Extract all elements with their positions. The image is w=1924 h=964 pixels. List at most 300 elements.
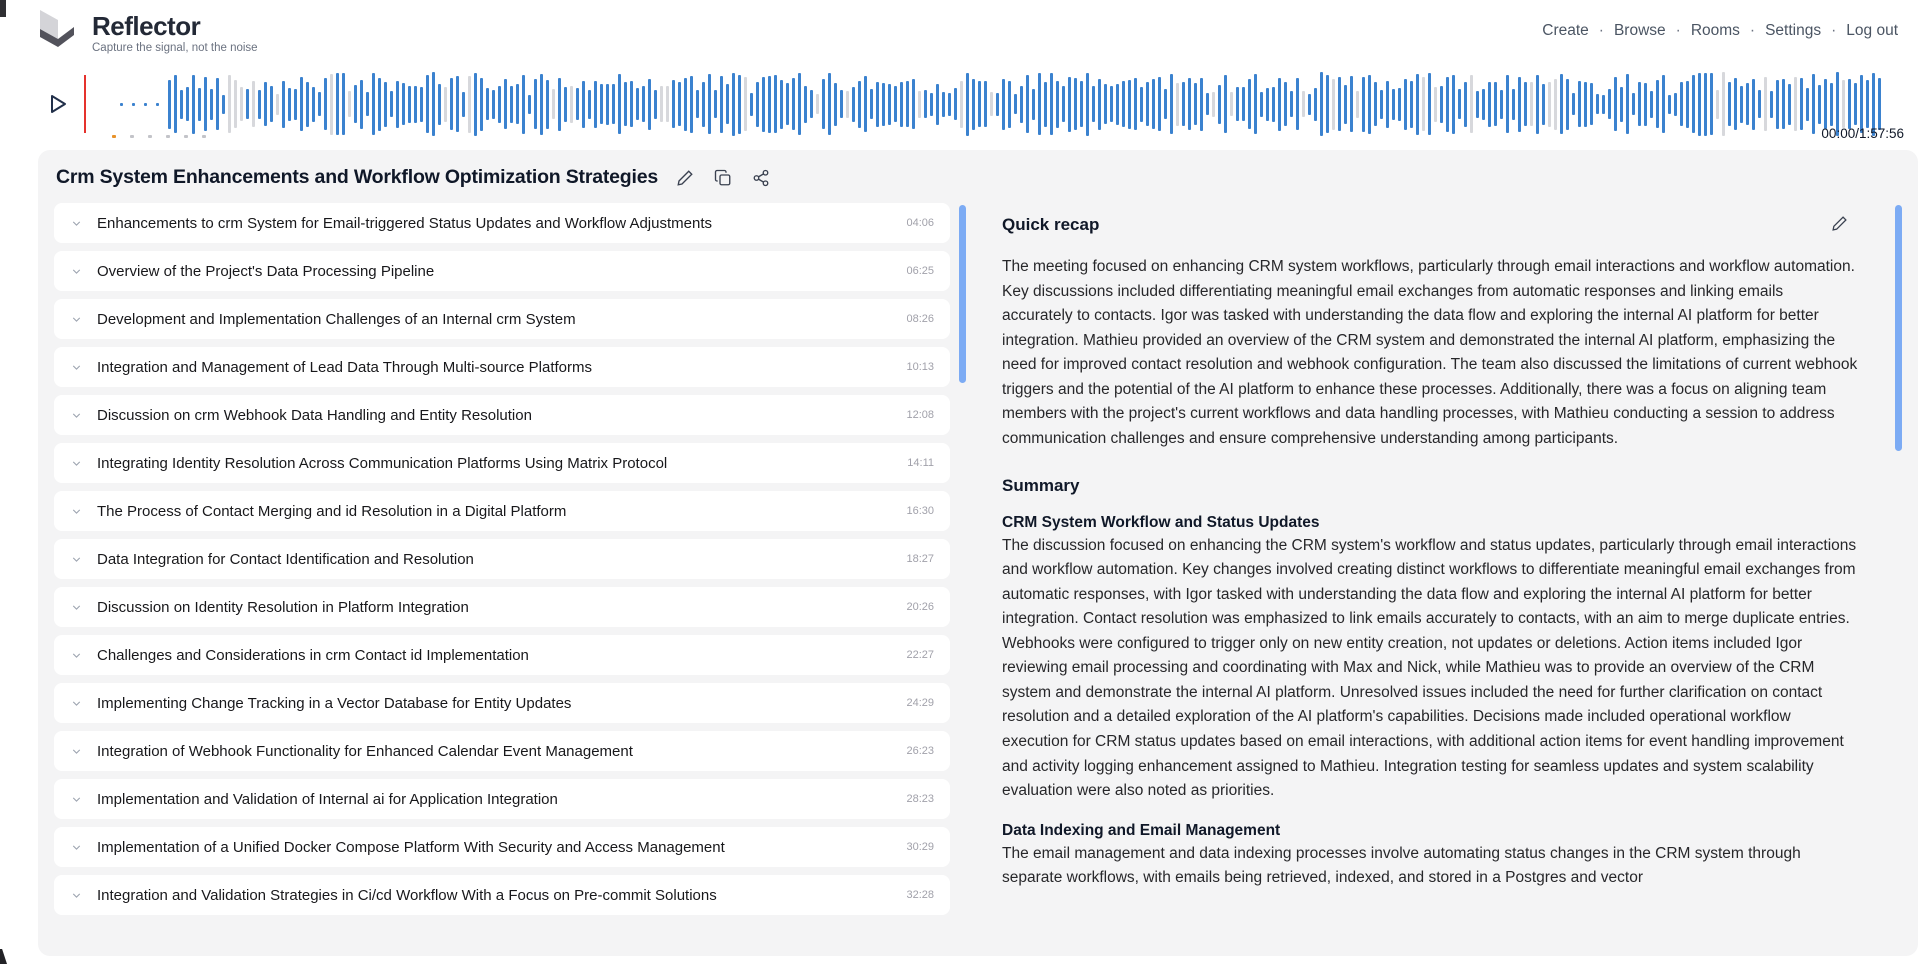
waveform-bar (1248, 79, 1251, 129)
waveform-bar (312, 87, 315, 122)
waveform-bar (504, 79, 507, 129)
waveform-bar (966, 73, 969, 136)
waveform-bar (1788, 84, 1791, 125)
waveform-bar (402, 83, 405, 125)
waveform-bar (1758, 90, 1761, 118)
waveform-bar (1824, 79, 1827, 129)
waveform-bar (594, 81, 597, 128)
waveform-bar (1800, 78, 1803, 130)
waveform-bar (354, 85, 357, 123)
topic-row[interactable] (54, 827, 950, 867)
topic-row[interactable] (54, 875, 950, 915)
waveform-bar (1686, 81, 1689, 128)
waveform-bar (522, 75, 525, 134)
waveform-bar (1338, 77, 1341, 131)
topic-timestamp: 12:08 (906, 409, 934, 421)
topic-label: The Process of Contact Merging and id Resolution in a Digital Platform (97, 502, 567, 520)
waveform-bar (438, 84, 441, 125)
waveform-bar (990, 92, 993, 116)
topic-timestamp: 04:06 (906, 217, 934, 229)
waveform-bar (1704, 73, 1707, 136)
waveform-bar (414, 86, 417, 123)
waveform-bar (1620, 87, 1623, 122)
waveform-bar (1554, 79, 1557, 130)
waveform-bar (840, 90, 843, 118)
edit-title-button[interactable] (674, 167, 696, 189)
edit-summary-button[interactable] (1829, 213, 1850, 234)
brand[interactable] (34, 8, 258, 58)
waveform-bar (588, 90, 591, 119)
waveform-bar (1110, 86, 1113, 122)
summary-panel (992, 203, 1902, 929)
waveform-bar (420, 87, 423, 122)
waveform-bar (1296, 78, 1299, 130)
chapter-markers (112, 135, 206, 139)
waveform-bar (1356, 91, 1359, 118)
waveform-bar (1074, 78, 1077, 130)
waveform-bar (234, 80, 237, 128)
waveform-bar (666, 86, 669, 122)
waveform-bar (186, 87, 189, 121)
main-nav (1542, 22, 1898, 40)
waveform-bar (558, 78, 561, 131)
waveform-bar (396, 81, 399, 128)
waveform-bar (1530, 82, 1533, 126)
waveform-bar (678, 82, 681, 126)
chapter-marker-icon (184, 135, 188, 138)
waveform-bar (132, 103, 135, 106)
topic-row[interactable] (54, 395, 950, 435)
topic-timestamp: 10:13 (906, 361, 934, 373)
waveform-bar (942, 92, 945, 117)
waveform-bar (228, 75, 231, 133)
waveform-bar (1362, 77, 1365, 132)
topic-timestamp: 22:27 (906, 649, 934, 661)
waveform-bar (726, 84, 729, 124)
waveform-bar (1542, 84, 1545, 125)
waveform-bar (1512, 89, 1515, 120)
waveform-bar (846, 91, 849, 118)
nav-item-rooms[interactable]: Rooms (1690, 22, 1740, 39)
waveform-bar (1740, 86, 1743, 123)
waveform-bar (180, 90, 183, 119)
waveform-bar (1152, 79, 1155, 129)
waveform-bar (1698, 73, 1701, 136)
waveform-bar (1140, 87, 1143, 122)
topic-timestamp: 20:26 (906, 601, 934, 613)
topic-label: Integration and Management of Lead Data Through Multi-source Platforms (97, 358, 592, 376)
waveform-bar (468, 76, 471, 133)
nav-item-browse[interactable]: Browse (1613, 22, 1666, 39)
waveform-bar (1566, 79, 1569, 130)
waveform-bar (450, 78, 453, 130)
chevron-down-icon[interactable] (70, 793, 83, 806)
nav-item-create[interactable]: Create (1542, 22, 1589, 39)
waveform-bar (1794, 77, 1797, 131)
waveform-bar (1602, 95, 1605, 114)
waveform-bar (516, 84, 519, 124)
chevron-down-icon[interactable] (70, 553, 83, 566)
waveform-bar (336, 73, 339, 135)
waveform-bar (1056, 81, 1059, 128)
waveform-bar (270, 86, 273, 122)
share-button[interactable] (750, 167, 772, 189)
waveform-bar (258, 90, 261, 119)
waveform-bar (288, 88, 291, 121)
nav-separator: · (1749, 22, 1756, 39)
audio-player (44, 68, 1906, 140)
chevron-down-icon[interactable] (70, 745, 83, 758)
topic-label: Discussion on crm Webhook Data Handling and Entity Resolution (97, 406, 532, 424)
waveform-bar (480, 78, 483, 131)
waveform-bar (1266, 88, 1269, 121)
waveform-bar (360, 80, 363, 129)
app-title: Reflector (92, 11, 201, 42)
nav-item-settings[interactable]: Settings (1765, 22, 1822, 39)
waveform-bar (426, 75, 429, 133)
waveform-bar (1860, 75, 1863, 133)
edit-icon (1831, 215, 1848, 232)
waveform-bar (1404, 79, 1407, 130)
waveform-bar (252, 81, 255, 127)
waveform-bar (1434, 87, 1437, 122)
topic-timestamp: 24:29 (906, 697, 934, 709)
chapter-marker-icon (166, 135, 170, 138)
waveform-bar (912, 79, 915, 129)
waveform-bar (1278, 78, 1281, 131)
waveform-bar (462, 92, 465, 117)
waveform-bar (1020, 86, 1023, 123)
summary-section-heading: Data Indexing and Email Management (1002, 821, 1281, 839)
waveform-bar (1440, 86, 1443, 123)
waveform-bar (1212, 92, 1215, 117)
waveform-bar (1458, 89, 1461, 119)
chevron-down-icon[interactable] (70, 601, 83, 614)
waveform-bar (1842, 80, 1845, 128)
nav-item-log-out[interactable]: Log out (1846, 22, 1898, 39)
waveform-bar (684, 78, 687, 131)
waveform-bar (996, 93, 999, 116)
topic-row[interactable] (54, 779, 950, 819)
waveform-bar (1008, 81, 1011, 128)
waveform-bar (1722, 72, 1725, 136)
topics-scrollbar[interactable] (959, 205, 966, 383)
waveform-bar (306, 82, 309, 127)
waveform-bar (648, 79, 651, 130)
topic-label: Integration and Validation Strategies in Ci/cd Workflow With a Focus on Pre-commit Solutions (97, 886, 717, 904)
waveform-bar (1560, 74, 1563, 134)
summary-section (1002, 514, 1858, 804)
waveform-bar (1830, 83, 1833, 126)
topic-row[interactable] (54, 347, 950, 387)
waveform-bar (888, 84, 891, 125)
waveform-bar (1320, 72, 1323, 136)
waveform-bar (1230, 92, 1233, 116)
waveform-bar (918, 91, 921, 118)
edit-icon (676, 169, 694, 187)
waveform-bar (864, 76, 867, 132)
waveform-bar (1644, 83, 1647, 126)
waveform-bar (144, 103, 147, 106)
chevron-down-icon[interactable] (70, 217, 83, 230)
topic-row[interactable] (54, 539, 950, 579)
waveform-bar (954, 88, 957, 120)
waveform-bar (1164, 89, 1167, 119)
play-button[interactable] (44, 90, 72, 118)
waveform-bar (474, 73, 477, 136)
play-icon (50, 94, 67, 114)
waveform-bar (1866, 80, 1869, 128)
waveform-bar (630, 81, 633, 127)
summary-section-text: The email management and data indexing processes involve automating status changes in the CRM system through separate workflows, with emails being retrieved, indexed, and stored in a Postgres and vector (1002, 844, 1801, 887)
waveform-bar (1410, 81, 1413, 128)
waveform-bar (1716, 90, 1719, 119)
waveform-bar (1494, 82, 1497, 126)
chevron-down-icon[interactable] (70, 361, 83, 374)
waveform-bar (156, 103, 159, 106)
waveform-bar (1746, 83, 1749, 125)
nav-separator: · (1675, 22, 1681, 39)
waveform-bar (1878, 78, 1881, 130)
waveform-bar (1236, 87, 1239, 121)
topic-row[interactable] (54, 587, 950, 627)
topic-row[interactable] (54, 731, 950, 771)
topic-row[interactable] (54, 299, 950, 339)
chevron-down-icon[interactable] (70, 265, 83, 278)
chevron-down-icon[interactable] (70, 457, 83, 470)
quick-recap-text: The meeting focused on enhancing CRM system workflows, particularly through email interactions and workflow automation. Key discussions included differentiating meaningful email exchanges from automatic responses and linking emails accurately to contacts. Igor was tasked with understanding the data flow and exploring the internal AI platform for better integration. Mathieu provided an overview of the CRM system and demonstrated the internal AI platform, emphasizing the need for improved contact resolution and webhook configuration. The team also discussed the limitations of current webhook triggers and the potential of the AI platform to enhance these processes. Additionally, there was a focus on aligning team members with the project's current workflows and data handling processes, with Mathieu conducting a session to address communication challenges and ensure comprehensive understanding among participants. (1002, 258, 1858, 447)
waveform-bar (1488, 82, 1491, 127)
waveform-bar (1770, 91, 1773, 118)
topic-label: Implementation and Validation of Internal ai for Application Integration (97, 790, 558, 808)
waveform-bar (738, 75, 741, 134)
waveform-bar (198, 88, 201, 121)
waveform-bar (1482, 89, 1485, 120)
topic-label: Data Integration for Contact Identification and Resolution (97, 550, 474, 568)
topic-row[interactable] (54, 491, 950, 531)
chevron-down-icon[interactable] (70, 313, 83, 326)
waveform-bar (636, 88, 639, 120)
waveform-bar (1206, 93, 1209, 115)
waveform-bar (1548, 82, 1551, 127)
waveform-bar (372, 73, 375, 135)
waveform-bar (432, 72, 435, 136)
waveform-bar (510, 86, 513, 123)
waveform-bar (1080, 81, 1083, 127)
waveform-bar (1818, 85, 1821, 124)
waveform-bar (1188, 78, 1191, 130)
copy-button[interactable] (712, 167, 734, 189)
waveform-bar (804, 86, 807, 123)
waveform-bar (1584, 82, 1587, 127)
app-header (0, 0, 1924, 62)
waveform-bar (1050, 73, 1053, 135)
waveform-bar (1386, 81, 1389, 128)
chapter-marker-icon (148, 135, 152, 138)
topic-timestamp: 28:23 (906, 793, 934, 805)
topic-row[interactable] (54, 683, 950, 723)
topic-timestamp: 18:27 (906, 553, 934, 565)
topic-label: Development and Implementation Challenges of an Internal crm System (97, 310, 576, 328)
chevron-down-icon[interactable] (70, 841, 83, 854)
waveform-bar (540, 74, 543, 135)
waveform-bar (330, 74, 333, 135)
waveform-bar (1446, 77, 1449, 132)
topic-row[interactable] (54, 635, 950, 675)
waveform-bar (720, 76, 723, 133)
waveform-bar (1224, 75, 1227, 133)
waveform-bar (1062, 86, 1065, 122)
waveform-bar (582, 81, 585, 128)
waveform-bar (612, 84, 615, 124)
waveform-bar (1572, 93, 1575, 115)
waveform-bar (324, 78, 327, 130)
waveform-bar (1476, 91, 1479, 118)
waveform-bar (378, 78, 381, 131)
waveform-bar (1662, 75, 1665, 133)
waveform-bar (276, 94, 279, 115)
waveform-bar (768, 76, 771, 133)
waveform-bar (654, 90, 657, 119)
waveform-bar (900, 82, 903, 127)
waveform-bar (1368, 75, 1371, 134)
waveform-bar (870, 89, 873, 119)
waveform-bar (216, 78, 219, 130)
waveform-bar (822, 79, 825, 129)
topic-label: Challenges and Considerations in crm Contact id Implementation (97, 646, 529, 664)
meeting-card (38, 150, 1918, 956)
waveform-bar (1428, 73, 1431, 135)
topic-timestamp: 06:25 (906, 265, 934, 277)
waveform-bar (816, 94, 819, 114)
time-display: 00:00/1:57:56 (1821, 126, 1904, 141)
waveform-bar (570, 86, 573, 123)
waveform-bar (1806, 88, 1809, 121)
waveform-bar (1710, 73, 1713, 135)
summary-section (1002, 822, 1858, 891)
waveform-bar (828, 73, 831, 135)
waveform-bar (894, 86, 897, 122)
topic-row[interactable] (54, 443, 950, 483)
waveform-bar (294, 89, 297, 120)
waveform-bar (204, 77, 207, 131)
waveform-bar (1284, 82, 1287, 126)
waveform-bar (1134, 78, 1137, 130)
waveform-bar (1326, 75, 1329, 133)
waveform-bar (978, 81, 981, 127)
waveform-bar (168, 80, 171, 129)
waveform-bar (1470, 75, 1473, 133)
summary-scrollbar[interactable] (1895, 205, 1902, 451)
waveform-bar (1104, 84, 1107, 124)
waveform-bar (1452, 75, 1455, 134)
waveform-bar (300, 77, 303, 131)
waveform-bar (1782, 79, 1785, 129)
chevron-down-icon[interactable] (70, 889, 83, 902)
app-tagline: Capture the signal, not the noise (92, 41, 258, 54)
topic-label: Overview of the Project's Data Processing Pipeline (97, 262, 435, 280)
waveform-bar (1176, 83, 1179, 126)
waveform-bar (1848, 79, 1851, 129)
waveform-bar (930, 93, 933, 116)
waveform[interactable] (84, 71, 1906, 137)
topic-row[interactable] (54, 251, 950, 291)
waveform-bar (1272, 87, 1275, 122)
waveform-bar (1092, 86, 1095, 122)
waveform-bar (1350, 76, 1353, 132)
waveform-bar (1290, 91, 1293, 117)
waveform-bar (852, 87, 855, 122)
waveform-bar (528, 95, 531, 114)
waveform-bar (756, 82, 759, 127)
waveform-bar (1596, 94, 1599, 114)
summary-section-text: The discussion focused on enhancing the CRM system's workflow and status updates, particularly through email interactions and workflow automation. Key changes involved creating distinct workflows to differentiate meaningful email exchanges from automatic responses, with Igor tasked with understanding the data flow and exploring the internal AI platform for better integration. Contact resolution was emphasized to link emails accurately to contacts, with an aim to merge duplicate entries. Webhooks were configured to trigger only on new entity creation, not updates or deletions. Action items included Igor reviewing email processing and coordinating with Max and Nick, while Mathieu was to provide an overview of the CRM system and demonstrate the internal AI platform. Unresolved issues included the need for further clarification on contact resolution and a detailed exploration of the AI platform's capabilities. Decisions made included operational workflow execution for CRM status updates based on email interactions, with additional action items for event handling improvement and activity logging enhancement assigned to Mathieu. Integration testing for seamless updates and system scalability evaluation were also noted as priorities. (1002, 536, 1857, 800)
waveform-bar (1608, 89, 1611, 119)
waveform-bar (1422, 77, 1425, 131)
topic-timestamp: 14:11 (907, 457, 934, 469)
chevron-down-icon[interactable] (70, 409, 83, 422)
waveform-bar (492, 90, 495, 119)
waveform-bar (834, 83, 837, 126)
waveform-bar (1158, 77, 1161, 131)
nav-separator: · (1831, 22, 1837, 39)
topic-label: Integrating Identity Resolution Across Communication Platforms Using Matrix Protocol (97, 454, 668, 472)
waveform-bar (1380, 90, 1383, 119)
topic-timestamp: 30:29 (906, 841, 934, 853)
waveform-bar (876, 82, 879, 127)
waveform-bar (924, 90, 927, 118)
waveform-bar (1068, 77, 1071, 132)
waveform-bar (1692, 75, 1695, 133)
chevron-down-icon[interactable] (70, 505, 83, 518)
waveform-bar (408, 86, 411, 123)
chevron-down-icon[interactable] (70, 697, 83, 710)
waveform-bar (1590, 83, 1593, 125)
waveform-bar (1638, 82, 1641, 126)
meeting-title: Crm System Enhancements and Workflow Optimization Strategies (56, 166, 659, 188)
waveform-bar (1626, 74, 1629, 134)
waveform-bar (1464, 82, 1467, 127)
waveform-bar (774, 75, 777, 133)
chevron-down-icon[interactable] (70, 649, 83, 662)
waveform-bar (1242, 87, 1245, 121)
waveform-bar (1098, 79, 1101, 130)
waveform-bar (1752, 79, 1755, 130)
topic-timestamp: 26:23 (906, 745, 934, 757)
waveform-bar (282, 81, 285, 128)
waveform-bar (264, 82, 267, 126)
waveform-bar (714, 90, 717, 118)
waveform-bar (1506, 75, 1509, 133)
topic-label: Enhancements to crm System for Email-triggered Status Updates and Workflow Adjustments (97, 214, 712, 232)
playhead-cursor[interactable] (84, 75, 86, 133)
copy-icon (714, 169, 732, 187)
waveform-bar (984, 81, 987, 127)
summary-heading: Summary (1002, 475, 1080, 495)
waveform-bar (624, 82, 627, 126)
waveform-bar (1314, 88, 1317, 121)
topic-label: Integration of Webhook Functionality for Enhanced Calendar Event Management (97, 742, 633, 760)
waveform-bar (174, 75, 177, 133)
waveform-bar (1614, 77, 1617, 131)
waveform-bar (1332, 79, 1335, 130)
topic-row[interactable] (54, 203, 950, 243)
waveform-bar (690, 76, 693, 133)
waveform-bar (948, 93, 951, 116)
waveform-bar (744, 77, 747, 131)
waveform-bar (1656, 80, 1659, 128)
waveform-bar (552, 89, 555, 119)
